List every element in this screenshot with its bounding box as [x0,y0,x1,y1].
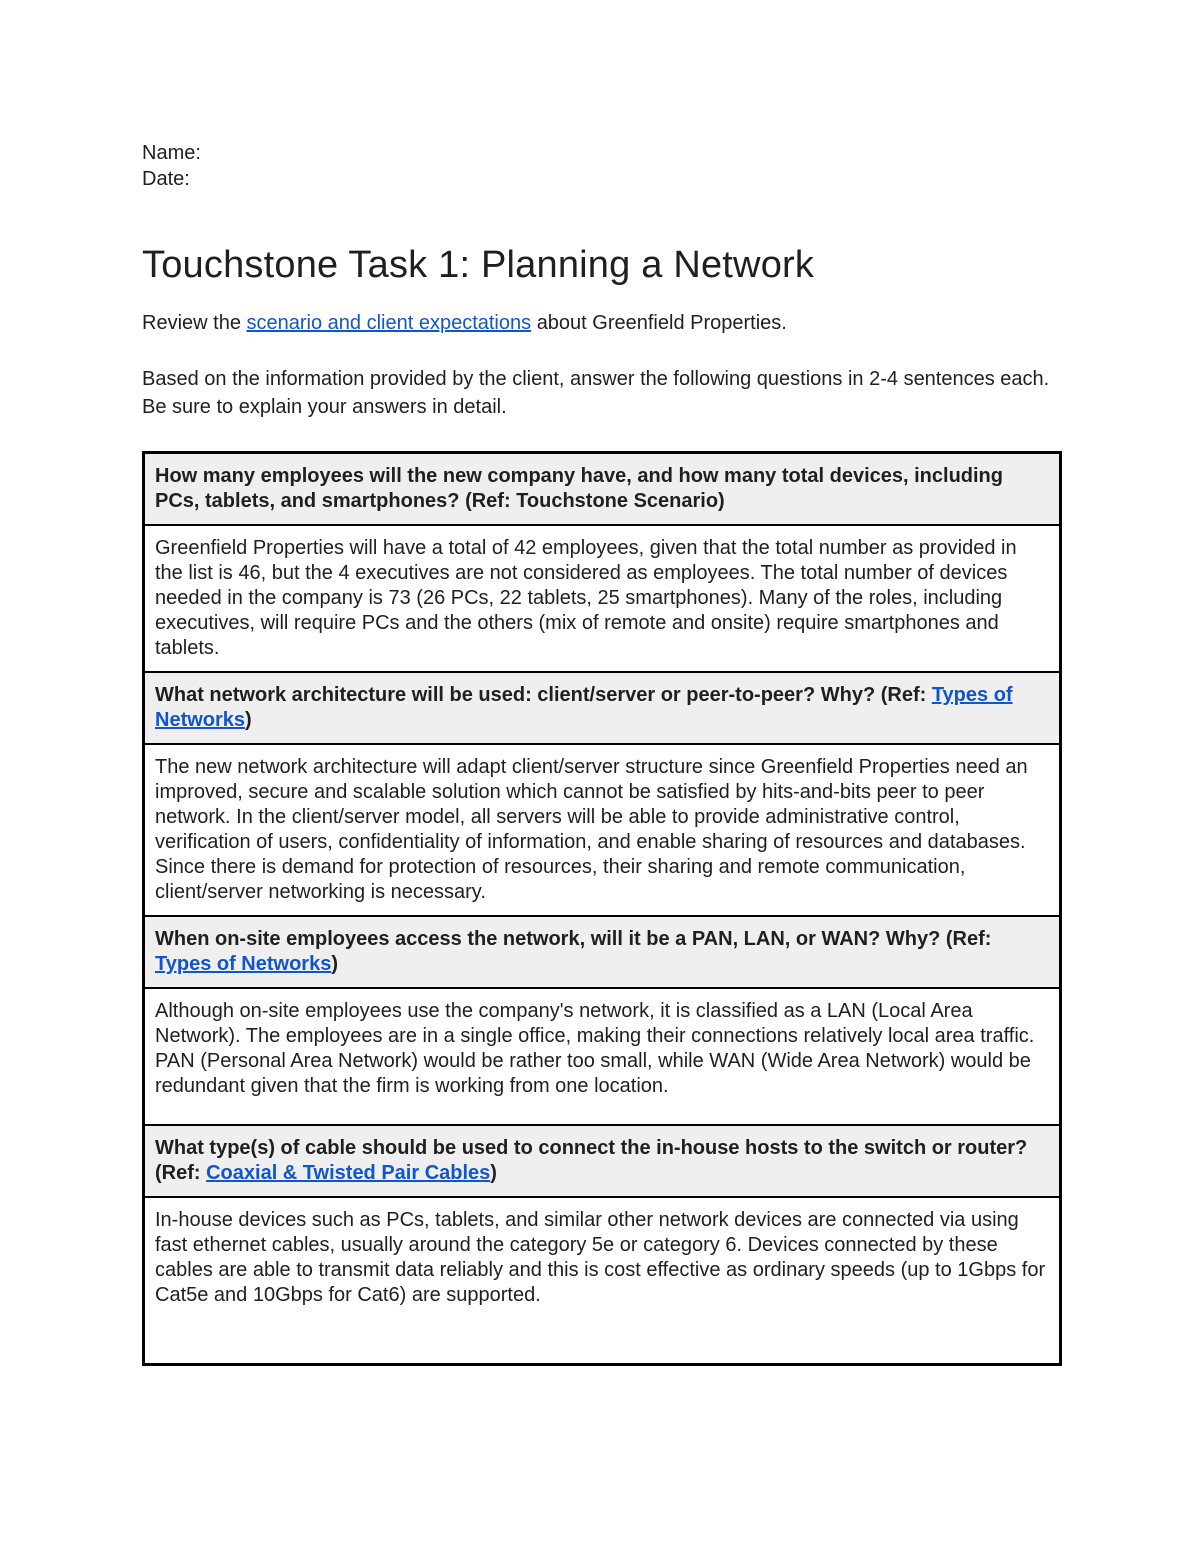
question-3-text: When on-site employees access the network, will it be a PAN, LAN, or WAN? Why? (Ref: [155,928,992,950]
qa-table [142,451,1062,1366]
review-prefix: Review the [142,312,241,334]
table-row [144,525,1061,672]
table-row [144,1197,1061,1365]
question-4 [144,1125,1061,1197]
table-row [144,988,1061,1125]
question-4-text: What type(s) of cable should be used to connect the in-house hosts to the switch or router? (Ref: [155,1137,1028,1184]
name-label: Name: [142,142,201,164]
table-row [144,1125,1061,1197]
cables-link[interactable]: Coaxial & Twisted Pair Cables [206,1162,491,1184]
review-suffix: about Greenfield Properties. [536,312,787,334]
answer-2[interactable]: The new network architecture will adapt client/server structure since Greenfield Properties need an improved, secure and scalable solution which cannot be satisfied by hits-and-bits peer to peer network. In the client/server model, all servers will be able to provide administrative control, verification of users, confidentiality of information, and enable sharing of resources and databases. Since there is demand for protection of resources, their sharing and remote communication, client/server networking is necessary. [144,744,1061,916]
answer-4[interactable]: In-house devices such as PCs, tablets, and similar other network devices are connected via using fast ethernet cables, usually around the category 5e or category 6. Devices connected by these cables are able to transmit data reliably and this is cost effective as ordinary speeds (up to 1Gbps for Cat5e and 10Gbps for Cat6) are supported. [144,1197,1061,1365]
page-title: Touchstone Task 1: Planning a Network [142,244,815,286]
question-4-suffix: ) [490,1162,497,1184]
answer-3[interactable]: Although on-site employees use the company's network, it is classified as a LAN (Local Area Network). The employees are in a single office, making their connections relatively local area traffic. PAN (Personal Area Network) would be rather too small, while WAN (Wide Area Network) would be redundant given that the firm is working from one location. [144,988,1061,1125]
table-row [144,916,1061,988]
question-2-text: What network architecture will be used: client/server or peer-to-peer? Why? (Ref: [155,684,932,706]
question-3 [144,916,1061,988]
instructions-paragraph: Based on the information provided by the client, answer the following questions in 2-4 sentences each. Be sure to explain your answers in detail. [142,368,1050,418]
table-row [144,744,1061,916]
document-page [142,140,1062,1366]
date-label: Date: [142,168,190,190]
scenario-link[interactable]: scenario and client expectations [246,312,532,334]
table-row [144,672,1061,744]
question-2 [144,672,1061,744]
question-1: How many employees will the new company have, and how many total devices, including PCs, tablets, and smartphones? (Ref: Touchstone Scenario) [144,453,1061,526]
types-of-networks-link[interactable]: Types of Networks [155,684,1013,731]
question-3-suffix: ) [331,953,339,975]
question-2-suffix: ) [245,709,252,731]
review-paragraph [142,310,1062,337]
table-row [144,453,1061,526]
answer-1[interactable]: Greenfield Properties will have a total of 42 employees, given that the total number as provided in the list is 46, but the 4 executives are not considered as employees. The total number of devices needed in the company is 73 (26 PCs, 22 tablets, 25 smartphones). Many of the roles, including executives, will require PCs and the others (mix of remote and onsite) require smartphones and tablets. [144,525,1061,672]
types-of-networks-link-2[interactable]: Types of Networks [155,953,332,975]
